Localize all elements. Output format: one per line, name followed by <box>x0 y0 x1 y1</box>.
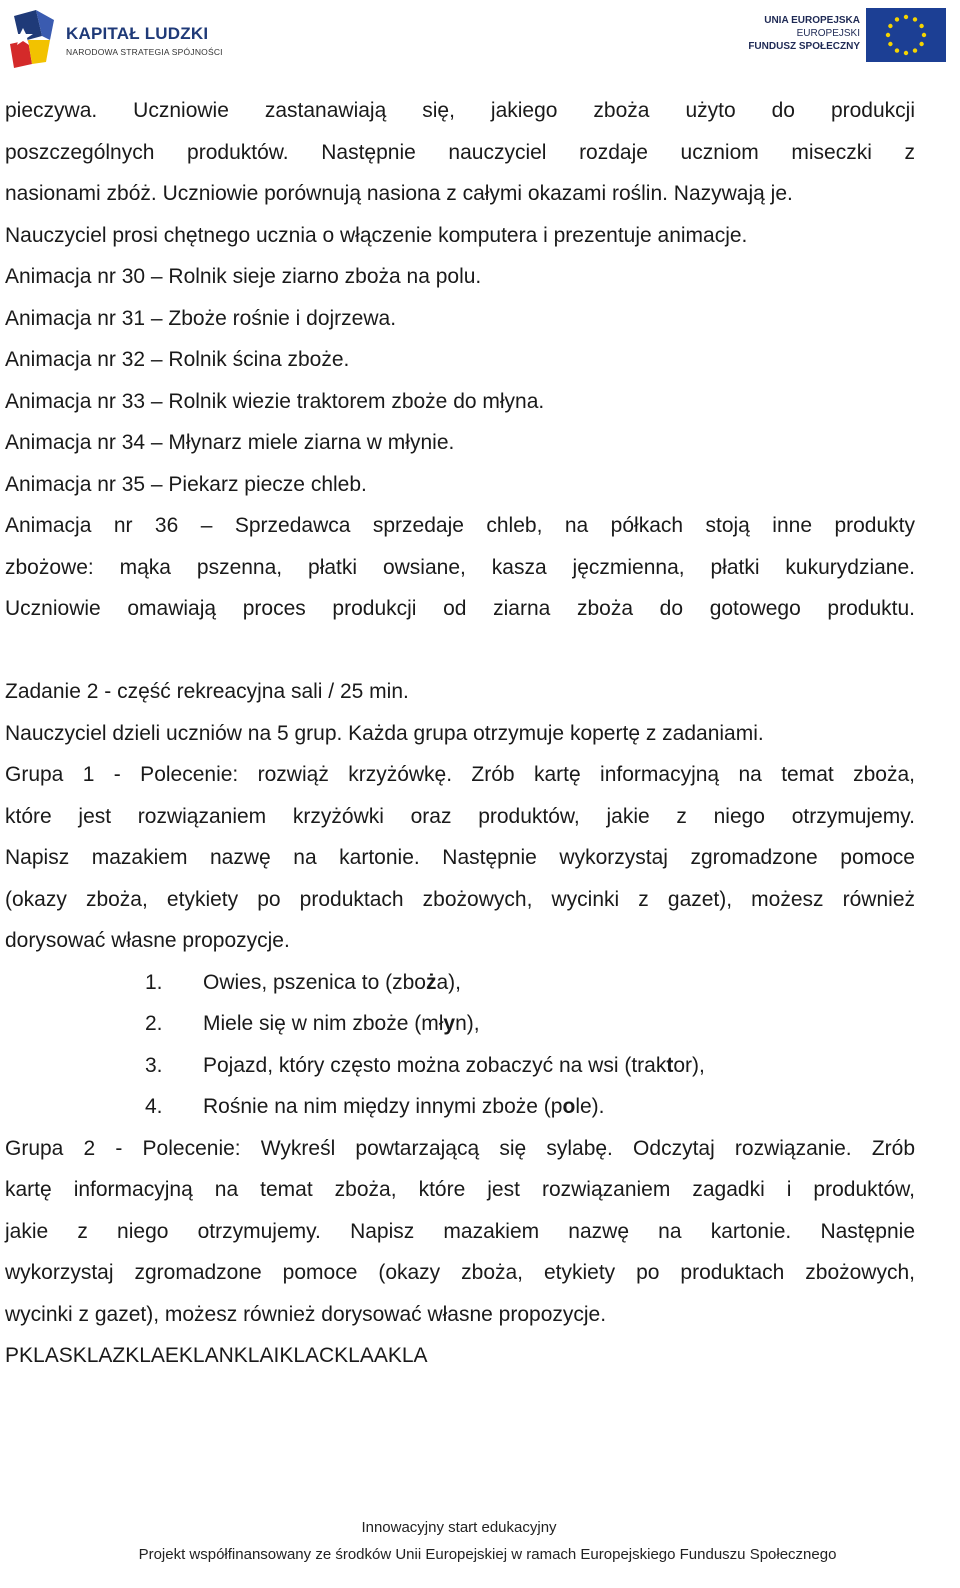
list-text <box>203 1086 605 1128</box>
list-number: 3. <box>145 1053 163 1077</box>
eu-logo-line1: UNIA EUROPEJSKA <box>764 15 860 26</box>
body-line: nasionami zbóż. Uczniowie porównują nasiona z całymi okazami roślin. Nazywają je. <box>5 182 793 205</box>
crossword-list-item <box>5 962 915 1004</box>
list-text-part: Miele się w nim zboże (mł <box>203 1012 444 1035</box>
page-header <box>0 0 960 80</box>
body-line: wycinki z gazet), możesz również dorysować własne propozycje. <box>5 1302 607 1326</box>
body-line: Napisz mazakiem nazwę na kartonie. Następnie wykorzystaj zgromadzone pomoce <box>5 846 915 869</box>
list-text-highlight: t <box>666 1053 674 1077</box>
task-heading: Zadanie 2 - część rekreacyjna sali / 25 min. <box>5 680 409 703</box>
list-text-highlight: y <box>443 1012 456 1035</box>
body-line: kartę informacyjną na temat zboża, które jest rozwiązaniem zagadki i produktów, <box>5 1178 915 1201</box>
body-line: zbożowe: mąka pszenna, płatki owsiane, kasza jęczmienna, płatki kukurydziane. <box>5 555 915 579</box>
eu-logo-line2: EUROPEJSKI <box>796 28 860 39</box>
crossword-list-item <box>5 1003 915 1045</box>
crossword-list-item <box>5 1045 915 1087</box>
kapital-ludzki-logo <box>6 6 266 74</box>
body-line: pieczywa. Uczniowie zastanawiają się, jakiego zboża użyto do produkcji <box>5 99 915 122</box>
document-body <box>5 90 915 1377</box>
list-text-part: Pojazd, który często można zobaczyć na wsi (trak <box>203 1053 667 1077</box>
body-line: poszczególnych produktów. Następnie nauczyciel rozdaje uczniom miseczki z <box>5 140 915 164</box>
body-line: (okazy zboża, etykiety po produktach zbożowych, wycinki z gazet), możesz również <box>5 887 915 911</box>
list-text-highlight: ż <box>425 970 437 994</box>
kapital-ludzki-subtitle: NARODOWA STRATEGIA SPÓJNOŚCI <box>66 47 223 57</box>
list-text-part: Rośnie na nim między innymi zboże (p <box>203 1095 563 1118</box>
list-text-part: Owies, pszenica to (zbo <box>203 970 426 994</box>
body-line: dorysować własne propozycje. <box>5 929 290 952</box>
eu-logo-line3: FUNDUSZ SPOŁECZNY <box>748 41 860 52</box>
footer-funding-note: Projekt współfinansowany ze środków Unii Europejskiej w ramach Europejskiego Funduszu Społecznego <box>138 1546 837 1563</box>
eu-flag-icon <box>866 8 946 62</box>
kapital-ludzki-title: KAPITAŁ LUDZKI <box>66 24 209 43</box>
body-line: Grupa 2 - Polecenie: Wykreśl powtarzającą się sylabę. Odczytaj rozwiązanie. Zrób <box>5 1136 915 1160</box>
body-line: Nauczyciel prosi chętnego ucznia o włączenie komputera i prezentuje animacje. <box>5 223 748 247</box>
list-text-part: or), <box>673 1053 705 1077</box>
list-text-highlight: o <box>562 1095 576 1118</box>
eu-logo <box>746 8 946 64</box>
list-number: 4. <box>145 1095 163 1118</box>
animation-line: Animacja nr 31 – Zboże rośnie i dojrzewa. <box>5 306 397 330</box>
kapital-ludzki-emblem-icon <box>6 6 58 72</box>
animation-line: Animacja nr 33 – Rolnik wiezie traktorem zboże do młyna. <box>5 389 545 413</box>
list-text <box>203 1045 705 1087</box>
animation-line: Animacja nr 36 – Sprzedawca sprzedaje chleb, na półkach stoją inne produkty <box>5 514 915 537</box>
animation-line: Animacja nr 35 – Piekarz piecze chleb. <box>5 472 367 496</box>
crossword-list-item <box>5 1086 915 1128</box>
footer-project-name: Innowacyjny start edukacyjny <box>361 1519 557 1536</box>
list-text-part: le). <box>575 1095 605 1118</box>
eu-logo-text <box>748 14 860 53</box>
list-text <box>203 962 461 1004</box>
list-text-part: n), <box>455 1012 480 1035</box>
body-line: wykorzystaj zgromadzone pomoce (okazy zboża, etykiety po produktach zbożowych, <box>5 1261 915 1284</box>
body-line: które jest rozwiązaniem krzyżówki oraz produktów, jakie z niego otrzymujemy. <box>5 804 915 828</box>
syllable-puzzle: PKLASKLAZKLAEKLANKLAIKLACKLAAKLA <box>5 1344 428 1367</box>
body-line: jakie z niego otrzymujemy. Napisz mazakiem nazwę na kartonie. Następnie <box>5 1219 915 1243</box>
animation-line: Animacja nr 34 – Młynarz miele ziarna w młynie. <box>5 431 455 454</box>
list-number: 2. <box>145 1012 163 1035</box>
animation-line: Animacja nr 32 – Rolnik ścina zboże. <box>5 348 350 371</box>
list-text <box>203 1003 480 1045</box>
animation-line: Animacja nr 30 – Rolnik sieje ziarno zboża na polu. <box>5 265 482 288</box>
list-number: 1. <box>145 970 163 994</box>
body-line: Nauczyciel dzieli uczniów na 5 grup. Każda grupa otrzymuje kopertę z zadaniami. <box>5 721 764 745</box>
list-text-part: a), <box>436 970 461 994</box>
body-line: Grupa 1 - Polecenie: rozwiąż krzyżówkę. Zrób kartę informacyjną na temat zboża, <box>5 763 915 786</box>
body-line: Uczniowie omawiają proces produkcji od ziarna zboża do gotowego produktu. <box>5 597 915 620</box>
paragraph-gap <box>5 630 915 672</box>
